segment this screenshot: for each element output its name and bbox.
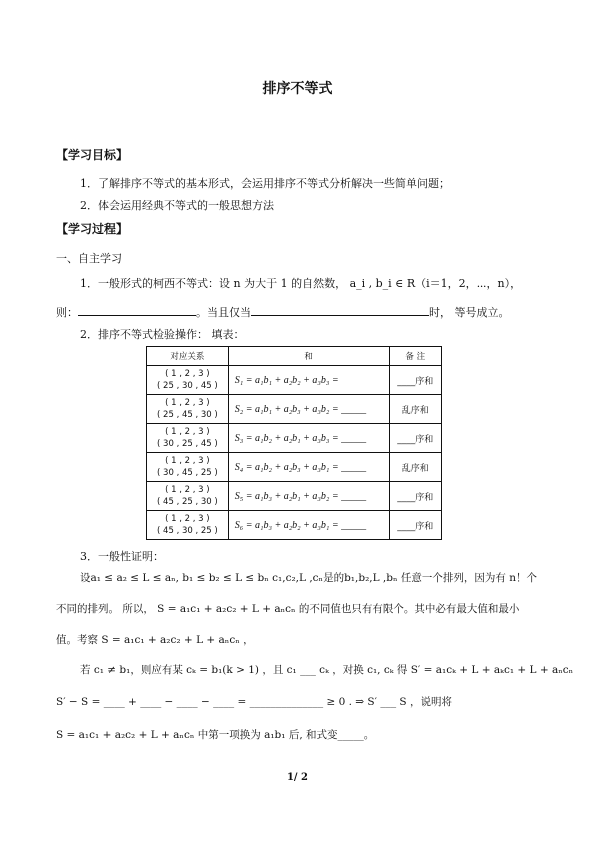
- table-row: [147, 453, 442, 482]
- table-row: [147, 395, 442, 424]
- table-cell-sum[interactable]: S₂ = a₁b₁ + a₂b₃ + a₃b₂ = _____: [228, 395, 389, 424]
- proof-line-2: 不同的排列。 所以， S = a₁c₁ + a₂c₂ + L + aₙcₙ 的不同值也只有有限个。其中必有最大值和最小: [56, 603, 520, 615]
- table-cell-sum[interactable]: S₄ = a₁b₂ + a₂b₃ + a₃b₁ = _____: [228, 453, 389, 482]
- item1-mid: 。当且仅当: [196, 306, 251, 319]
- answer-blank-inequality[interactable]: [78, 304, 196, 316]
- item1-prefix: 则：: [56, 306, 78, 319]
- goal-2: 2．体会运用经典不等式的一般思想方法: [80, 199, 274, 212]
- table-cell-remark[interactable]: ____序和: [389, 424, 441, 453]
- item1-answer-line: [56, 304, 510, 320]
- goals-heading: 【学习目标】: [56, 148, 129, 162]
- proof-line-1: 设a₁ ≤ a₂ ≤ L ≤ aₙ, b₁ ≤ b₂ ≤ L ≤ bₙ c₁,c₂,L ,cₙ是的b₁,b₂,L ,bₙ 任意一个排列，因为有 n！个: [80, 572, 537, 584]
- table-cell-sum[interactable]: S₁ = a₁b₁ + a₂b₂ + a₃b₃ =: [228, 366, 389, 395]
- table-row: [147, 511, 442, 540]
- table-cell-remark: 乱序和: [389, 395, 441, 424]
- page-title: 排序不等式: [262, 81, 333, 97]
- table-cell-arrangement: ( 1 , 2 , 3 ) ( 25 , 45 , 30 ): [147, 395, 229, 424]
- table-cell-sum[interactable]: S₃ = a₁b₂ + a₂b₁ + a₃b₃ = _____: [228, 424, 389, 453]
- table-cell-arrangement: ( 1 , 2 , 3 ) ( 25 , 30 , 45 ): [147, 366, 229, 395]
- proof-line-3: 值。考察 S = a₁c₁ + a₂c₂ + L + aₙcₙ ，: [56, 634, 254, 646]
- table-cell-arrangement: ( 1 , 2 , 3 ) ( 45 , 25 , 30 ): [147, 482, 229, 511]
- table-cell-remark[interactable]: ____序和: [389, 482, 441, 511]
- table-cell-remark: 乱序和: [389, 453, 441, 482]
- table-row: [147, 366, 442, 395]
- table-row: [147, 424, 442, 453]
- proof-line-6[interactable]: S = a₁c₁ + a₂c₂ + L + aₙcₙ 中第一项换为 a₁b₁ 后, 和式变_____。: [56, 729, 375, 741]
- item2-text: 2．排序不等式检验操作： 填表：: [80, 328, 245, 341]
- table-header-row: [147, 347, 442, 366]
- header-sum: 和: [228, 347, 389, 366]
- section-self-study: 一、自主学习: [56, 252, 122, 265]
- table-cell-sum[interactable]: S₆ = a₁b₃ + a₂b₂ + a₃b₁ = _____: [228, 511, 389, 540]
- table-cell-arrangement: ( 1 , 2 , 3 ) ( 30 , 45 , 25 ): [147, 453, 229, 482]
- goal-1: 1．了解排序不等式的基本形式，会运用排序不等式分析解决一些简单问题；: [80, 177, 450, 190]
- proof-line-5[interactable]: S′ − S = ____ + ____ − ____ − ____ = ______________ ≥ 0 . ⇒ S′ ___ S ，说明将: [56, 696, 452, 708]
- check-table: [146, 346, 442, 540]
- item3-text: 3．一般性证明：: [80, 550, 164, 563]
- process-heading: 【学习过程】: [56, 222, 129, 236]
- item1-suffix: 时， 等号成立。: [429, 306, 510, 319]
- header-remark: 备 注: [389, 347, 441, 366]
- answer-blank-equality-condition[interactable]: [251, 304, 429, 316]
- table-cell-arrangement: ( 1 , 2 , 3 ) ( 45 , 30 , 25 ): [147, 511, 229, 540]
- page-number: 1/ 2: [286, 772, 309, 783]
- table-cell-remark[interactable]: ____序和: [389, 366, 441, 395]
- table-cell-remark[interactable]: ____序和: [389, 511, 441, 540]
- table-cell-sum[interactable]: S₅ = a₁b₃ + a₂b₁ + a₃b₂ = _____: [228, 482, 389, 511]
- item1-text: 1．一般形式的柯西不等式：设 n 为大于 1 的自然数， a_i , b_i ∈ R（i＝1，2，⋯，n），: [80, 277, 522, 290]
- table-cell-arrangement: ( 1 , 2 , 3 ) ( 30 , 25 , 45 ): [147, 424, 229, 453]
- header-correspondence: 对应关系: [147, 347, 229, 366]
- proof-line-4: 若 c₁ ≠ b₁，则应有某 cₖ = b₁(k > 1) ，且 c₁ ___ cₖ ，对换 c₁, cₖ 得 S′ = a₁cₖ + L + aₖc₁ + L + aₙcₙ: [80, 664, 574, 676]
- table-row: [147, 482, 442, 511]
